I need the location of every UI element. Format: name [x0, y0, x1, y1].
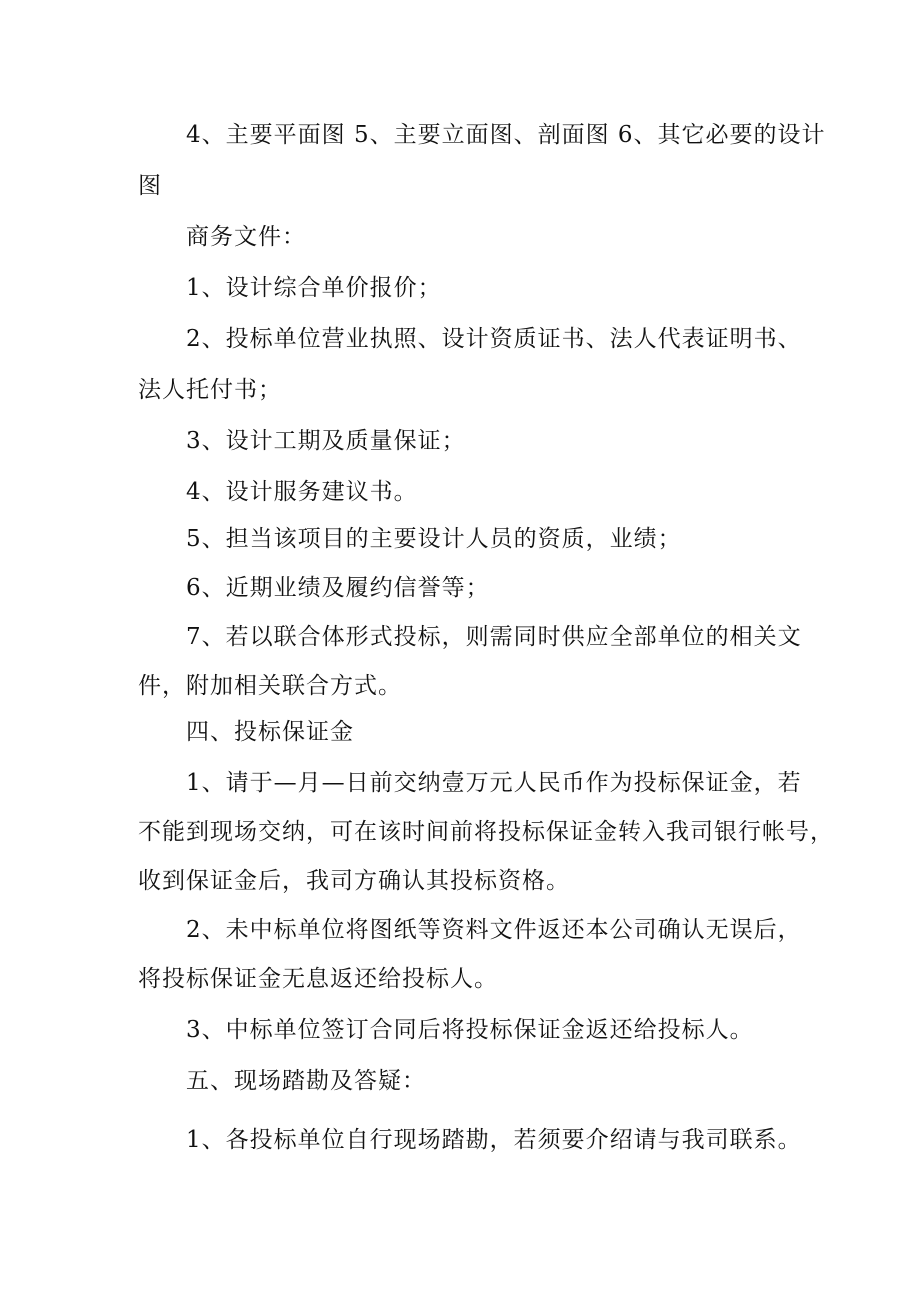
list-item-7-line-1: 7、若以联合体形式投标，则需同时供应全部单位的相关文: [186, 624, 802, 650]
list-item-7-line-2: 件，附加相关联合方式。: [138, 673, 402, 699]
list-item-3: 3、设计工期及质量保证；: [186, 428, 466, 454]
list-item-2-line-2: 法人托付书；: [138, 377, 282, 403]
list-item-2-line-1: 2、投标单位营业执照、设计资质证书、法人代表证明书、: [186, 326, 802, 352]
paragraph-drawings-line-1: 4、主要平面图 5、主要立面图、剖面图 6、其它必要的设计: [186, 122, 826, 148]
bond-item-1-line-1: 1、请于—月—日前交纳壹万元人民币作为投标保证金，若: [186, 770, 802, 796]
bond-item-1-line-2: 不能到现场交纳，可在该时间前将投标保证金转入我司银行帐号，: [138, 819, 834, 845]
bond-item-2-line-1: 2、未中标单位将图纸等资料文件返还本公司确认无误后，: [186, 917, 802, 943]
list-item-4: 4、设计服务建议书。: [186, 479, 418, 505]
list-item-5: 5、担当该项目的主要设计人员的资质，业绩；: [186, 526, 682, 552]
heading-site-visit: 五、现场踏勘及答疑：: [186, 1068, 426, 1094]
list-item-1: 1、设计综合单价报价；: [186, 275, 442, 301]
heading-business-documents: 商务文件：: [186, 224, 306, 250]
bond-item-2-line-2: 将投标保证金无息返还给投标人。: [138, 966, 498, 992]
bond-item-3: 3、中标单位签订合同后将投标保证金返还给投标人。: [186, 1017, 754, 1043]
bond-item-1-line-3: 收到保证金后，我司方确认其投标资格。: [138, 868, 570, 894]
site-visit-item-1: 1、各投标单位自行现场踏勘，若须要介绍请与我司联系。: [186, 1127, 802, 1153]
heading-bid-bond: 四、投标保证金: [186, 719, 354, 745]
paragraph-drawings-line-2: 图: [138, 173, 162, 199]
list-item-6: 6、近期业绩及履约信誉等；: [186, 575, 490, 601]
